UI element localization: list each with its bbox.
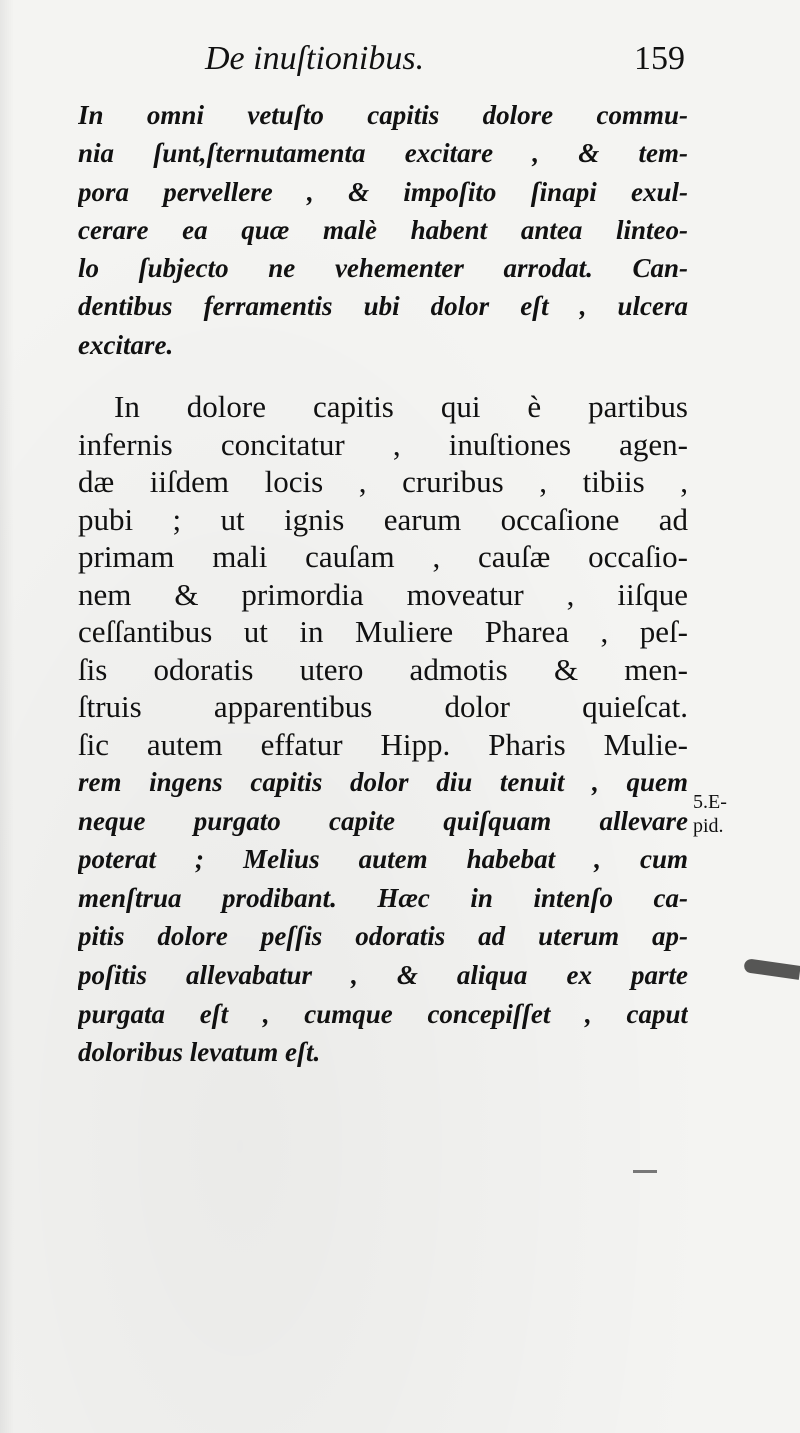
text-line: pitis dolore peſſis odoratis ad uterum ap- [78, 921, 688, 952]
text-line: In omni vetuſto capitis dolore commu- [78, 100, 688, 130]
text-line: nia ſunt,ſternutamenta excitare , & tem- [78, 138, 688, 169]
page-header [205, 40, 685, 96]
text-line: purgata eſt , cumque concepiſſet , caput [78, 998, 688, 1029]
text-line: poterat ; Melius autem habebat , cum [78, 844, 688, 875]
text-line: lo ſubjecto ne vehementer arrodat. Can- [78, 253, 688, 284]
text-line: primam mali cauſam , cauſæ occaſio- [78, 539, 688, 574]
paragraph-2 [78, 388, 688, 1072]
text-line: ſtruis apparentibus dolor quieſcat. [78, 689, 688, 724]
text-line: dentibus ferramentis ubi dolor eſt , ulcera [78, 291, 688, 322]
text-line: neque purgato capite quiſquam allevare [78, 805, 688, 836]
text-line: cerare ea quæ malè habent antea linteo- [78, 214, 688, 245]
margin-note-line: pid. [693, 815, 724, 837]
text-line: excitare. [78, 329, 174, 360]
text-line: nem & primordia moveatur , iiſque [78, 576, 688, 612]
text-line: poſitis allevabatur , & aliqua ex parte [78, 959, 688, 990]
text-line: ſic autem effatur Hipp. Pharis Mulie- [78, 726, 688, 762]
text-line: rem ingens capitis dolor diu tenuit , quem [78, 767, 688, 797]
print-mark [633, 1170, 657, 1173]
text-line: pora pervellere , & impoſito ſinapi exul- [78, 176, 688, 207]
text-line: infernis concitatur , inuſtiones agen- [78, 426, 688, 462]
margin-note-line: 5.E- [693, 791, 727, 813]
text-line: ceſſantibus ut in Muliere Pharea , peſ- [78, 614, 688, 649]
text-line: pubi ; ut ignis earum occaſione ad [78, 501, 688, 537]
ink-smudge [743, 958, 800, 980]
paragraph-1 [78, 96, 688, 364]
page-number: 159 [634, 40, 685, 77]
text-line: In dolore capitis qui è partibus [114, 389, 688, 424]
text-line: dæ iiſdem locis , cruribus , tibiis , [78, 464, 688, 499]
margin-note [693, 790, 727, 838]
text-line: ſis odoratis utero admotis & men- [78, 651, 688, 687]
running-title: De inuſtionibus. [205, 40, 425, 77]
text-line: menſtrua prodibant. Hæc in intenſo ca- [78, 882, 688, 913]
text-line: doloribus levatum eſt. [78, 1037, 321, 1068]
